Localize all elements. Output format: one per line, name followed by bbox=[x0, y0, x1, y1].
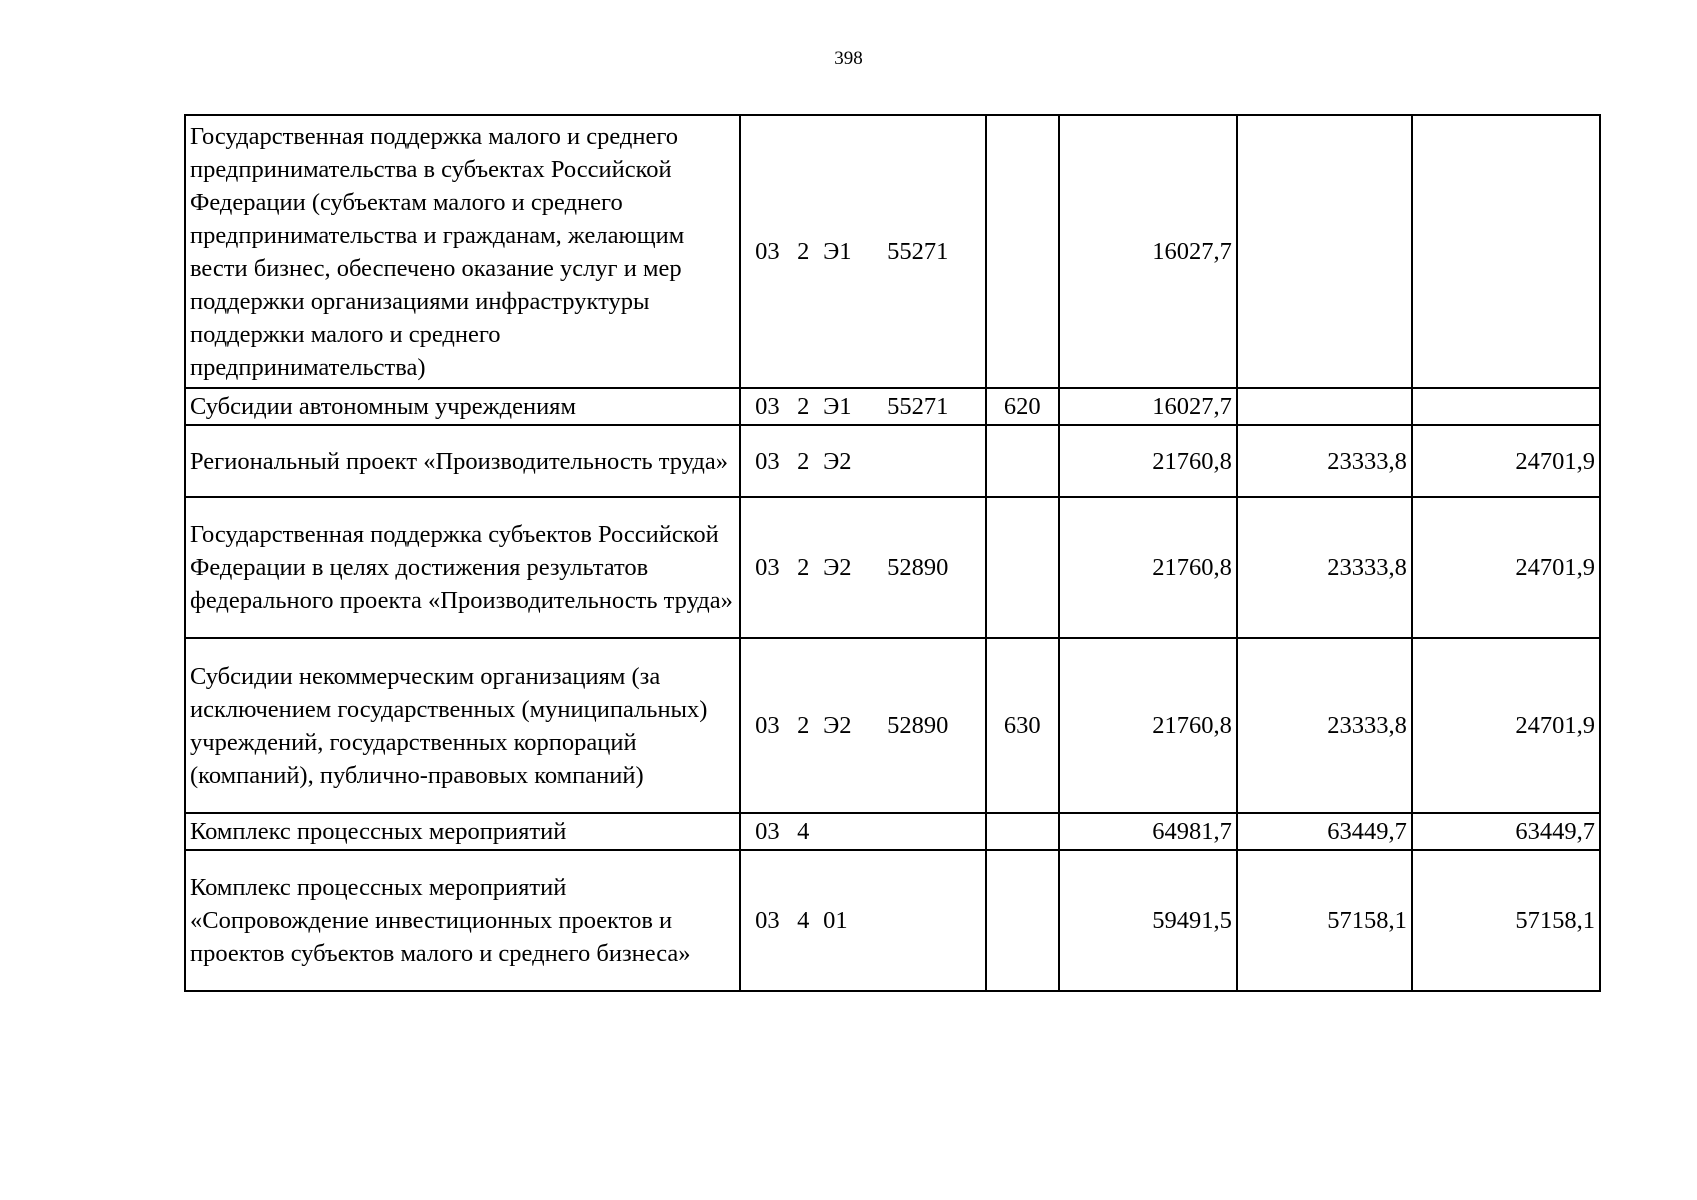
row-sum-year-1: 64981,7 bbox=[1059, 813, 1237, 850]
code-subprogram: 4 bbox=[797, 907, 810, 934]
row-sum-year-2: 57158,1 bbox=[1237, 850, 1412, 991]
row-name: Региональный проект «Производительность труда» bbox=[185, 425, 740, 497]
code-program: 03 bbox=[755, 238, 780, 265]
code-program: 03 bbox=[755, 907, 780, 934]
code-project: Э2 bbox=[823, 712, 852, 739]
code-direction: 55271 bbox=[887, 393, 949, 420]
code-program: 03 bbox=[755, 712, 780, 739]
row-code bbox=[740, 425, 985, 497]
row-code bbox=[740, 115, 985, 388]
code-project: 01 bbox=[823, 907, 848, 934]
code-program: 03 bbox=[755, 393, 780, 420]
row-sum-year-1: 59491,5 bbox=[1059, 850, 1237, 991]
row-sum-year-1: 21760,8 bbox=[1059, 425, 1237, 497]
row-expense-type bbox=[986, 115, 1059, 388]
row-sum-year-3: 24701,9 bbox=[1412, 638, 1600, 813]
table-row bbox=[185, 850, 1600, 991]
row-sum-year-3: 24701,9 bbox=[1412, 497, 1600, 638]
code-subprogram: 2 bbox=[797, 712, 810, 739]
row-name: Государственная поддержка субъектов Российской Федерации в целях достижения результатов федерального проекта «Производительность труда» bbox=[185, 497, 740, 638]
code-program: 03 bbox=[755, 554, 780, 581]
code-direction: 55271 bbox=[887, 238, 949, 265]
table-row bbox=[185, 638, 1600, 813]
page-number: 398 bbox=[834, 48, 863, 69]
table-row bbox=[185, 388, 1600, 425]
row-sum-year-3: 63449,7 bbox=[1412, 813, 1600, 850]
code-project: Э2 bbox=[823, 447, 852, 475]
row-expense-type: 630 bbox=[986, 638, 1059, 813]
row-sum-year-2 bbox=[1237, 115, 1412, 388]
budget-table bbox=[184, 114, 1601, 992]
table-row bbox=[185, 497, 1600, 638]
row-name: Комплекс процессных мероприятий bbox=[185, 813, 740, 850]
row-code bbox=[740, 813, 985, 850]
row-expense-type bbox=[986, 813, 1059, 850]
code-direction: 52890 bbox=[887, 712, 949, 739]
row-name: Государственная поддержка малого и среднего предпринимательства в субъектах Российской Федерации (субъектам малого и среднего предпринимательства и гражданам, желающим вести бизнес, обеспечено оказание услуг и мер поддержки организациями инфраструктуры поддержки малого и среднего предпринимательства) bbox=[185, 115, 740, 388]
row-code bbox=[740, 850, 985, 991]
row-sum-year-1: 16027,7 bbox=[1059, 388, 1237, 425]
code-subprogram: 2 bbox=[797, 238, 810, 265]
row-sum-year-2: 23333,8 bbox=[1237, 638, 1412, 813]
row-code bbox=[740, 638, 985, 813]
row-sum-year-1: 21760,8 bbox=[1059, 497, 1237, 638]
table-row bbox=[185, 425, 1600, 497]
row-sum-year-1: 21760,8 bbox=[1059, 638, 1237, 813]
row-name: Комплекс процессных мероприятий «Сопровождение инвестиционных проектов и проектов субъектов малого и среднего бизнеса» bbox=[185, 850, 740, 991]
table-row bbox=[185, 115, 1600, 388]
row-code bbox=[740, 497, 985, 638]
row-expense-type bbox=[986, 497, 1059, 638]
row-name: Субсидии некоммерческим организациям (за исключением государственных (муниципальных) учреждений, государственных корпораций (компаний), публично-правовых компаний) bbox=[185, 638, 740, 813]
code-program: 03 bbox=[755, 447, 780, 475]
row-sum-year-1: 16027,7 bbox=[1059, 115, 1237, 388]
code-project: Э1 bbox=[823, 238, 852, 265]
code-direction: 52890 bbox=[887, 554, 949, 581]
row-sum-year-3: 57158,1 bbox=[1412, 850, 1600, 991]
code-subprogram: 4 bbox=[797, 818, 810, 845]
row-sum-year-3 bbox=[1412, 115, 1600, 388]
code-subprogram: 2 bbox=[797, 447, 810, 475]
row-expense-type: 620 bbox=[986, 388, 1059, 425]
row-sum-year-3: 24701,9 bbox=[1412, 425, 1600, 497]
code-project: Э2 bbox=[823, 554, 852, 581]
row-sum-year-2: 23333,8 bbox=[1237, 425, 1412, 497]
row-sum-year-2 bbox=[1237, 388, 1412, 425]
code-subprogram: 2 bbox=[797, 554, 810, 581]
row-expense-type bbox=[986, 425, 1059, 497]
row-expense-type bbox=[986, 850, 1059, 991]
code-subprogram: 2 bbox=[797, 393, 810, 420]
table-row bbox=[185, 813, 1600, 850]
row-name: Субсидии автономным учреждениям bbox=[185, 388, 740, 425]
code-project: Э1 bbox=[823, 393, 852, 420]
row-sum-year-2: 63449,7 bbox=[1237, 813, 1412, 850]
row-sum-year-3 bbox=[1412, 388, 1600, 425]
row-code bbox=[740, 388, 985, 425]
code-program: 03 bbox=[755, 818, 780, 845]
row-sum-year-2: 23333,8 bbox=[1237, 497, 1412, 638]
